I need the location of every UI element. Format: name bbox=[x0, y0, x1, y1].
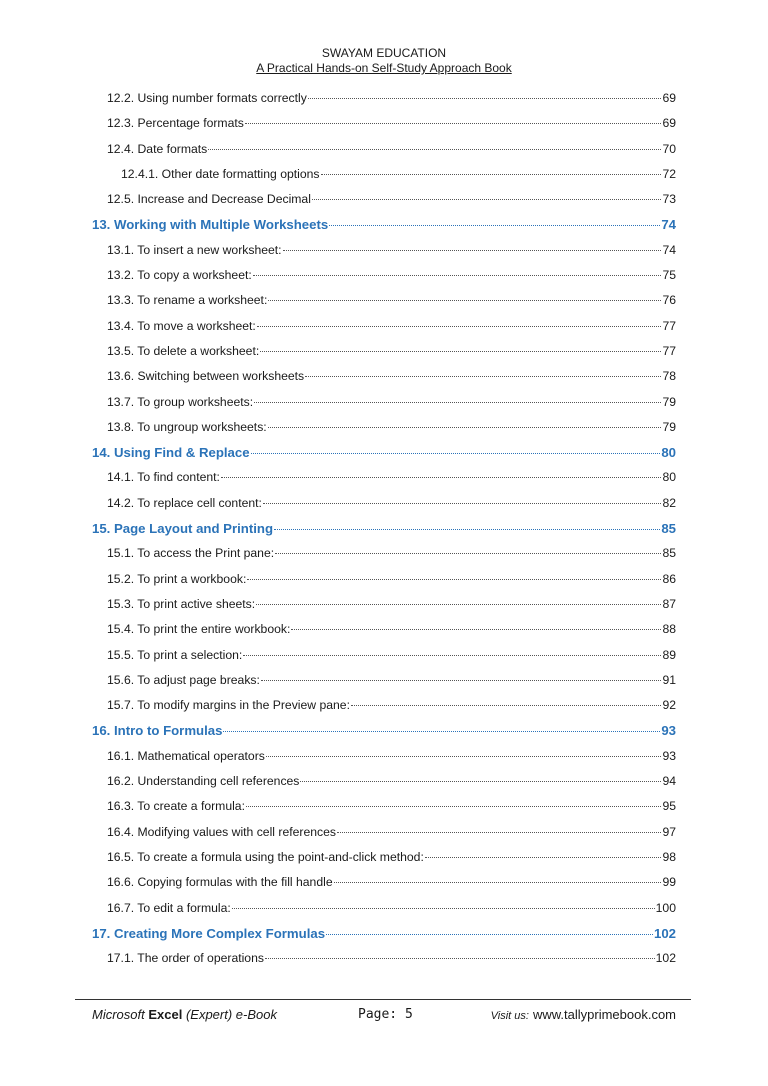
dot-leader bbox=[232, 908, 655, 909]
toc-section-entry[interactable] bbox=[92, 901, 676, 926]
toc-entry-title: 13.1. To insert a new worksheet: bbox=[107, 242, 282, 257]
toc-entry-title: 13.8. To ungroup worksheets: bbox=[107, 419, 267, 434]
dot-leader bbox=[283, 250, 662, 251]
dot-leader bbox=[312, 199, 662, 200]
toc-entry-title: 12.5. Increase and Decrease Decimal bbox=[107, 192, 311, 207]
footer-website[interactable] bbox=[491, 1006, 676, 1025]
toc-section-entry[interactable] bbox=[92, 799, 676, 824]
toc-section-entry[interactable] bbox=[92, 293, 676, 318]
toc-entry-page: 98 bbox=[662, 849, 676, 864]
toc-entry-title: 16.2. Understanding cell references bbox=[107, 774, 300, 789]
dot-leader bbox=[326, 934, 653, 935]
toc-section-entry[interactable] bbox=[92, 319, 676, 344]
toc-section-entry[interactable] bbox=[92, 116, 676, 141]
dot-leader bbox=[268, 427, 662, 428]
dot-leader bbox=[266, 756, 662, 757]
toc-entry-page: 92 bbox=[662, 698, 676, 713]
toc-entry-page: 77 bbox=[662, 343, 676, 358]
toc-entry-title: 15. Page Layout and Printing bbox=[92, 521, 273, 537]
toc-section-entry[interactable] bbox=[92, 344, 676, 369]
toc-entry-page: 73 bbox=[662, 192, 676, 207]
toc-entry-page: 82 bbox=[662, 495, 676, 510]
toc-chapter-entry[interactable] bbox=[92, 926, 676, 951]
toc-entry-title: 13. Working with Multiple Worksheets bbox=[92, 217, 329, 233]
toc-section-entry[interactable] bbox=[92, 850, 676, 875]
page-header bbox=[0, 46, 768, 76]
dot-leader bbox=[337, 832, 661, 833]
toc-entry-title: 15.5. To print a selection: bbox=[107, 647, 243, 662]
toc-entry-title: 13.4. To move a worksheet: bbox=[107, 318, 256, 333]
toc-section-entry[interactable] bbox=[92, 395, 676, 420]
toc-entry-page: 100 bbox=[655, 900, 676, 915]
toc-entry-page: 80 bbox=[661, 445, 676, 461]
book-bold: Excel bbox=[148, 1007, 183, 1022]
dot-leader bbox=[245, 123, 662, 124]
toc-entry-page: 93 bbox=[662, 748, 676, 763]
toc-chapter-entry[interactable] bbox=[92, 445, 676, 470]
toc-entry-title: 13.7. To group worksheets: bbox=[107, 394, 254, 409]
toc-entry-page: 69 bbox=[662, 116, 676, 131]
toc-section-entry[interactable] bbox=[92, 622, 676, 647]
website-link[interactable]: www.tallyprimebook.com bbox=[532, 1007, 676, 1022]
toc-entry-title: 16.3. To create a formula: bbox=[107, 799, 245, 814]
toc-entry-title: 16.6. Copying formulas with the fill handle bbox=[107, 875, 333, 890]
toc-entry-page: 79 bbox=[662, 394, 676, 409]
toc-entry-page: 95 bbox=[662, 799, 676, 814]
dot-leader bbox=[208, 149, 661, 150]
toc-entry-page: 75 bbox=[662, 268, 676, 283]
toc-section-entry[interactable] bbox=[92, 243, 676, 268]
toc-section-entry[interactable] bbox=[92, 648, 676, 673]
toc-entry-page: 74 bbox=[661, 217, 676, 233]
dot-leader bbox=[223, 731, 660, 732]
toc-entry-page: 102 bbox=[655, 951, 676, 966]
toc-entry-title: 14. Using Find & Replace bbox=[92, 445, 250, 461]
toc-section-entry[interactable] bbox=[92, 420, 676, 445]
toc-entry-page: 79 bbox=[662, 419, 676, 434]
toc-entry-title: 16.4. Modifying values with cell references bbox=[107, 824, 336, 839]
toc-entry-page: 87 bbox=[662, 596, 676, 611]
toc-section-entry[interactable] bbox=[92, 875, 676, 900]
toc-entry-page: 76 bbox=[662, 293, 676, 308]
dot-leader bbox=[261, 680, 662, 681]
dot-leader bbox=[251, 453, 661, 454]
toc-section-entry[interactable] bbox=[92, 572, 676, 597]
toc-entry-title: 15.4. To print the entire workbook: bbox=[107, 622, 291, 637]
toc-entry-page: 78 bbox=[662, 369, 676, 384]
toc-section-entry[interactable] bbox=[92, 698, 676, 723]
dot-leader bbox=[274, 529, 660, 530]
toc-section-entry[interactable] bbox=[92, 951, 676, 976]
toc-chapter-entry[interactable] bbox=[92, 217, 676, 242]
toc-entry-title: 15.7. To modify margins in the Preview pane: bbox=[107, 698, 350, 713]
dot-leader bbox=[221, 477, 662, 478]
dot-leader bbox=[253, 275, 662, 276]
toc-chapter-entry[interactable] bbox=[92, 521, 676, 546]
footer-book-title bbox=[92, 1006, 277, 1024]
toc-section-entry[interactable] bbox=[92, 496, 676, 521]
toc-section-entry[interactable] bbox=[92, 142, 676, 167]
toc-entry-title: 14.2. To replace cell content: bbox=[107, 495, 262, 510]
toc-entry-title: 16.7. To edit a formula: bbox=[107, 900, 231, 915]
dot-leader bbox=[305, 376, 661, 377]
dot-leader bbox=[257, 326, 662, 327]
toc-entry-title: 12.4.1. Other date formatting options bbox=[121, 166, 320, 181]
dot-leader bbox=[243, 655, 661, 656]
toc-entry-title: 17. Creating More Complex Formulas bbox=[92, 925, 326, 941]
dot-leader bbox=[351, 705, 661, 706]
toc-entry-page: 94 bbox=[662, 774, 676, 789]
toc-section-entry[interactable] bbox=[92, 749, 676, 774]
toc-entry-page: 88 bbox=[662, 622, 676, 637]
toc-entry-title: 13.2. To copy a worksheet: bbox=[107, 268, 252, 283]
toc-entry-page: 91 bbox=[662, 672, 676, 687]
dot-leader bbox=[268, 300, 661, 301]
dot-leader bbox=[425, 857, 662, 858]
dot-leader bbox=[300, 781, 661, 782]
toc-entry-page: 72 bbox=[662, 166, 676, 181]
toc-section-entry[interactable] bbox=[92, 91, 676, 116]
toc-entry-title: 13.6. Switching between worksheets bbox=[107, 369, 305, 384]
toc-entry-title: 12.4. Date formats bbox=[107, 141, 208, 156]
toc-entry-title: 13.3. To rename a worksheet: bbox=[107, 293, 268, 308]
toc-entry-page: 70 bbox=[662, 141, 676, 156]
publisher-name: SWAYAM EDUCATION bbox=[321, 46, 447, 60]
book-subtitle: A Practical Hands-on Self-Study Approach Book bbox=[256, 61, 512, 75]
toc-entry-title: 15.3. To print active sheets: bbox=[107, 596, 256, 611]
dot-leader bbox=[263, 503, 662, 504]
dot-leader bbox=[334, 882, 662, 883]
toc-chapter-entry[interactable] bbox=[92, 723, 676, 748]
page-footer bbox=[92, 1006, 676, 1024]
table-of-contents bbox=[92, 91, 676, 976]
toc-entry-page: 93 bbox=[661, 723, 676, 739]
toc-section-entry[interactable] bbox=[92, 167, 676, 192]
page-number: Page: 5 bbox=[358, 1007, 413, 1022]
toc-entry-title: 12.2. Using number formats correctly bbox=[107, 91, 307, 105]
dot-leader bbox=[275, 553, 661, 554]
toc-entry-title: 14.1. To find content: bbox=[107, 470, 220, 485]
book-prefix: Microsoft bbox=[92, 1007, 149, 1022]
toc-section-entry[interactable] bbox=[92, 470, 676, 495]
toc-entry-title: 16.5. To create a formula using the point-and-click method: bbox=[107, 849, 424, 864]
toc-entry-page: 102 bbox=[653, 925, 676, 941]
toc-section-entry[interactable] bbox=[92, 192, 676, 217]
dot-leader bbox=[265, 958, 655, 959]
toc-section-entry[interactable] bbox=[92, 268, 676, 293]
toc-section-entry[interactable] bbox=[92, 774, 676, 799]
toc-entry-page: 77 bbox=[662, 318, 676, 333]
toc-entry-title: 15.6. To adjust page breaks: bbox=[107, 672, 260, 687]
toc-entry-page: 69 bbox=[662, 91, 676, 105]
dot-leader bbox=[308, 98, 662, 99]
toc-entry-title: 15.2. To print a workbook: bbox=[107, 571, 247, 586]
toc-entry-title: 12.3. Percentage formats bbox=[107, 116, 244, 131]
toc-entry-title: 15.1. To access the Print pane: bbox=[107, 546, 275, 561]
toc-entry-page: 85 bbox=[661, 521, 676, 537]
toc-section-entry[interactable] bbox=[92, 597, 676, 622]
toc-entry-page: 80 bbox=[662, 470, 676, 485]
toc-entry-page: 74 bbox=[662, 242, 676, 257]
dot-leader bbox=[254, 402, 661, 403]
book-suffix: (Expert) e-Book bbox=[182, 1007, 277, 1022]
toc-entry-title: 16. Intro to Formulas bbox=[92, 723, 223, 739]
visit-label: Visit us: bbox=[490, 1010, 529, 1022]
toc-entry-title: 16.1. Mathematical operators bbox=[107, 748, 265, 763]
toc-section-entry[interactable] bbox=[92, 673, 676, 698]
toc-entry-title: 17.1. The order of operations bbox=[107, 951, 264, 966]
toc-entry-page: 89 bbox=[662, 647, 676, 662]
toc-entry-title: 13.5. To delete a worksheet: bbox=[107, 343, 260, 358]
dot-leader bbox=[260, 351, 661, 352]
toc-entry-page: 85 bbox=[662, 546, 676, 561]
dot-leader bbox=[329, 225, 660, 226]
dot-leader bbox=[256, 604, 661, 605]
toc-entry-page: 97 bbox=[662, 824, 676, 839]
dot-leader bbox=[291, 629, 661, 630]
dot-leader bbox=[247, 579, 661, 580]
toc-section-entry[interactable] bbox=[92, 369, 676, 394]
toc-entry-page: 99 bbox=[662, 875, 676, 890]
toc-section-entry[interactable] bbox=[92, 546, 676, 571]
footer-divider bbox=[75, 999, 691, 1000]
dot-leader bbox=[246, 806, 661, 807]
dot-leader bbox=[321, 174, 662, 175]
toc-section-entry[interactable] bbox=[92, 825, 676, 850]
toc-entry-page: 86 bbox=[662, 571, 676, 586]
